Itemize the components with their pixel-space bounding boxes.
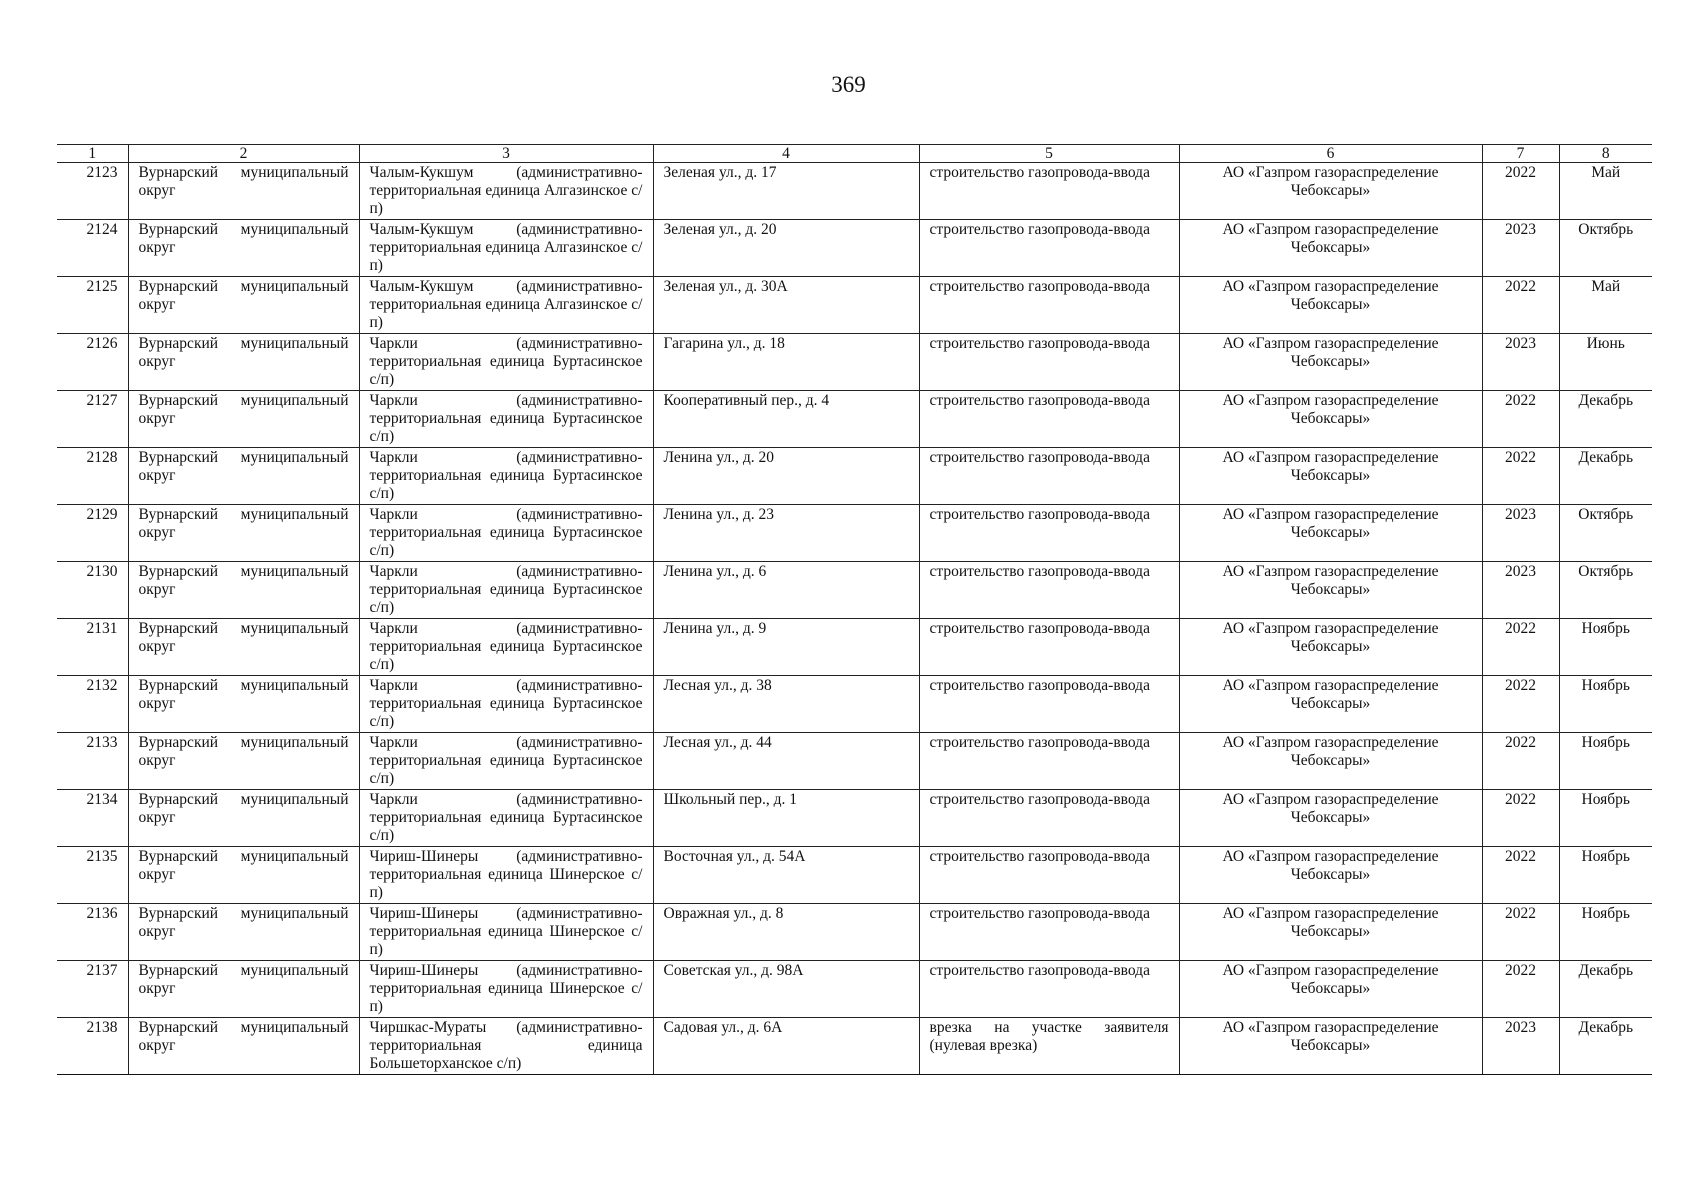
settlement-cell: Чаркли (административно-территориальная единица Буртасинское с/п) — [359, 391, 653, 448]
month-cell: Ноябрь — [1559, 790, 1652, 847]
address-cell: Лесная ул., д. 38 — [653, 676, 919, 733]
table-row — [57, 619, 1652, 676]
settlement-cell: Чаркли (административно-территориальная единица Буртасинское с/п) — [359, 448, 653, 505]
settlement-cell: Чаркли (административно-территориальная единица Буртасинское с/п) — [359, 733, 653, 790]
year-cell: 2023 — [1482, 505, 1559, 562]
district-cell: Вурнарский муниципальный округ — [128, 790, 359, 847]
table-row — [57, 562, 1652, 619]
settlement-cell: Чаркли (административно-территориальная единица Буртасинское с/п) — [359, 562, 653, 619]
address-cell: Лесная ул., д. 44 — [653, 733, 919, 790]
settlement-cell: Чириш-Шинеры (административно-территориальная единица Шинерское с/п) — [359, 904, 653, 961]
work-type-cell: строительство газопровода-ввода — [919, 619, 1179, 676]
month-cell: Октябрь — [1559, 562, 1652, 619]
address-cell: Гагарина ул., д. 18 — [653, 334, 919, 391]
year-cell: 2023 — [1482, 1018, 1559, 1075]
row-number: 2134 — [57, 790, 128, 847]
organization-cell: АО «Газпром газораспределение Чебоксары» — [1179, 904, 1482, 961]
address-cell: Зеленая ул., д. 17 — [653, 163, 919, 220]
organization-cell: АО «Газпром газораспределение Чебоксары» — [1179, 790, 1482, 847]
row-number: 2126 — [57, 334, 128, 391]
month-cell: Май — [1559, 277, 1652, 334]
table-row — [57, 676, 1652, 733]
table-row — [57, 277, 1652, 334]
month-cell: Май — [1559, 163, 1652, 220]
address-cell: Ленина ул., д. 20 — [653, 448, 919, 505]
address-cell: Садовая ул., д. 6А — [653, 1018, 919, 1075]
month-cell: Ноябрь — [1559, 904, 1652, 961]
row-number: 2128 — [57, 448, 128, 505]
district-cell: Вурнарский муниципальный округ — [128, 163, 359, 220]
work-type-cell: строительство газопровода-ввода — [919, 847, 1179, 904]
district-cell: Вурнарский муниципальный округ — [128, 619, 359, 676]
table-row — [57, 220, 1652, 277]
work-type-cell: врезка на участке заявителя (нулевая врезка) — [919, 1018, 1179, 1075]
settlement-cell: Чиршкас-Мураты (административно-территориальная единица Большеторханское с/п) — [359, 1018, 653, 1075]
address-cell: Восточная ул., д. 54А — [653, 847, 919, 904]
year-cell: 2022 — [1482, 847, 1559, 904]
organization-cell: АО «Газпром газораспределение Чебоксары» — [1179, 334, 1482, 391]
table-row — [57, 961, 1652, 1018]
row-number: 2127 — [57, 391, 128, 448]
organization-cell: АО «Газпром газораспределение Чебоксары» — [1179, 163, 1482, 220]
month-cell: Декабрь — [1559, 391, 1652, 448]
settlement-cell: Чаркли (административно-территориальная единица Буртасинское с/п) — [359, 676, 653, 733]
address-cell: Зеленая ул., д. 20 — [653, 220, 919, 277]
month-cell: Декабрь — [1559, 1018, 1652, 1075]
month-cell: Июнь — [1559, 334, 1652, 391]
table-row — [57, 847, 1652, 904]
table-row — [57, 733, 1652, 790]
address-cell: Ленина ул., д. 6 — [653, 562, 919, 619]
table-row — [57, 904, 1652, 961]
district-cell: Вурнарский муниципальный округ — [128, 448, 359, 505]
year-cell: 2022 — [1482, 163, 1559, 220]
table-row — [57, 448, 1652, 505]
settlement-cell: Чалым-Кукшум (административно-территориальная единица Алгазинское с/п) — [359, 163, 653, 220]
month-cell: Ноябрь — [1559, 733, 1652, 790]
district-cell: Вурнарский муниципальный округ — [128, 904, 359, 961]
column-header: 5 — [919, 145, 1179, 163]
district-cell: Вурнарский муниципальный округ — [128, 1018, 359, 1075]
table-row — [57, 163, 1652, 220]
year-cell: 2022 — [1482, 961, 1559, 1018]
month-cell: Октябрь — [1559, 505, 1652, 562]
district-cell: Вурнарский муниципальный округ — [128, 505, 359, 562]
district-cell: Вурнарский муниципальный округ — [128, 733, 359, 790]
row-number: 2131 — [57, 619, 128, 676]
table-body — [57, 163, 1652, 1075]
row-number: 2138 — [57, 1018, 128, 1075]
work-type-cell: строительство газопровода-ввода — [919, 961, 1179, 1018]
row-number: 2130 — [57, 562, 128, 619]
district-cell: Вурнарский муниципальный округ — [128, 391, 359, 448]
row-number: 2135 — [57, 847, 128, 904]
address-cell: Кооперативный пер., д. 4 — [653, 391, 919, 448]
address-cell: Ленина ул., д. 23 — [653, 505, 919, 562]
year-cell: 2023 — [1482, 220, 1559, 277]
district-cell: Вурнарский муниципальный округ — [128, 562, 359, 619]
settlement-cell: Чаркли (административно-территориальная единица Буртасинское с/п) — [359, 334, 653, 391]
address-cell: Ленина ул., д. 9 — [653, 619, 919, 676]
row-number: 2129 — [57, 505, 128, 562]
table-row — [57, 790, 1652, 847]
settlement-cell: Чаркли (административно-территориальная единица Буртасинское с/п) — [359, 619, 653, 676]
table-row — [57, 1018, 1652, 1075]
organization-cell: АО «Газпром газораспределение Чебоксары» — [1179, 220, 1482, 277]
month-cell: Ноябрь — [1559, 619, 1652, 676]
settlement-cell: Чаркли (административно-территориальная единица Буртасинское с/п) — [359, 790, 653, 847]
organization-cell: АО «Газпром газораспределение Чебоксары» — [1179, 961, 1482, 1018]
column-header: 1 — [57, 145, 128, 163]
column-header: 4 — [653, 145, 919, 163]
year-cell: 2022 — [1482, 790, 1559, 847]
work-type-cell: строительство газопровода-ввода — [919, 676, 1179, 733]
organization-cell: АО «Газпром газораспределение Чебоксары» — [1179, 619, 1482, 676]
address-cell: Советская ул., д. 98А — [653, 961, 919, 1018]
work-type-cell: строительство газопровода-ввода — [919, 163, 1179, 220]
work-type-cell: строительство газопровода-ввода — [919, 391, 1179, 448]
month-cell: Ноябрь — [1559, 676, 1652, 733]
year-cell: 2022 — [1482, 733, 1559, 790]
settlement-cell: Чаркли (административно-территориальная единица Буртасинское с/п) — [359, 505, 653, 562]
column-header: 2 — [128, 145, 359, 163]
year-cell: 2022 — [1482, 448, 1559, 505]
organization-cell: АО «Газпром газораспределение Чебоксары» — [1179, 1018, 1482, 1075]
page-number: 369 — [831, 72, 866, 97]
organization-cell: АО «Газпром газораспределение Чебоксары» — [1179, 448, 1482, 505]
row-number: 2132 — [57, 676, 128, 733]
year-cell: 2022 — [1482, 277, 1559, 334]
organization-cell: АО «Газпром газораспределение Чебоксары» — [1179, 505, 1482, 562]
row-number: 2136 — [57, 904, 128, 961]
row-number: 2125 — [57, 277, 128, 334]
address-cell: Овражная ул., д. 8 — [653, 904, 919, 961]
year-cell: 2022 — [1482, 391, 1559, 448]
month-cell: Декабрь — [1559, 961, 1652, 1018]
settlement-cell: Чалым-Кукшум (административно-территориальная единица Алгазинское с/п) — [359, 220, 653, 277]
year-cell: 2022 — [1482, 676, 1559, 733]
organization-cell: АО «Газпром газораспределение Чебоксары» — [1179, 847, 1482, 904]
year-cell: 2023 — [1482, 334, 1559, 391]
table-row — [57, 391, 1652, 448]
table-row — [57, 334, 1652, 391]
row-number: 2124 — [57, 220, 128, 277]
district-cell: Вурнарский муниципальный округ — [128, 847, 359, 904]
work-type-cell: строительство газопровода-ввода — [919, 277, 1179, 334]
month-cell: Декабрь — [1559, 448, 1652, 505]
row-number: 2123 — [57, 163, 128, 220]
organization-cell: АО «Газпром газораспределение Чебоксары» — [1179, 562, 1482, 619]
gas-connection-table — [57, 144, 1652, 1075]
column-header: 3 — [359, 145, 653, 163]
settlement-cell: Чалым-Кукшум (административно-территориальная единица Алгазинское с/п) — [359, 277, 653, 334]
district-cell: Вурнарский муниципальный округ — [128, 334, 359, 391]
work-type-cell: строительство газопровода-ввода — [919, 733, 1179, 790]
month-cell: Октябрь — [1559, 220, 1652, 277]
organization-cell: АО «Газпром газораспределение Чебоксары» — [1179, 676, 1482, 733]
work-type-cell: строительство газопровода-ввода — [919, 904, 1179, 961]
organization-cell: АО «Газпром газораспределение Чебоксары» — [1179, 277, 1482, 334]
work-type-cell: строительство газопровода-ввода — [919, 562, 1179, 619]
row-number: 2133 — [57, 733, 128, 790]
settlement-cell: Чириш-Шинеры (административно-территориальная единица Шинерское с/п) — [359, 961, 653, 1018]
district-cell: Вурнарский муниципальный округ — [128, 220, 359, 277]
district-cell: Вурнарский муниципальный округ — [128, 277, 359, 334]
district-cell: Вурнарский муниципальный округ — [128, 961, 359, 1018]
year-cell: 2022 — [1482, 904, 1559, 961]
year-cell: 2023 — [1482, 562, 1559, 619]
column-header: 6 — [1179, 145, 1482, 163]
column-header: 7 — [1482, 145, 1559, 163]
month-cell: Ноябрь — [1559, 847, 1652, 904]
row-number: 2137 — [57, 961, 128, 1018]
district-cell: Вурнарский муниципальный округ — [128, 676, 359, 733]
work-type-cell: строительство газопровода-ввода — [919, 220, 1179, 277]
address-cell: Зеленая ул., д. 30А — [653, 277, 919, 334]
table-row — [57, 505, 1652, 562]
organization-cell: АО «Газпром газораспределение Чебоксары» — [1179, 733, 1482, 790]
settlement-cell: Чириш-Шинеры (административно-территориальная единица Шинерское с/п) — [359, 847, 653, 904]
address-cell: Школьный пер., д. 1 — [653, 790, 919, 847]
work-type-cell: строительство газопровода-ввода — [919, 505, 1179, 562]
work-type-cell: строительство газопровода-ввода — [919, 790, 1179, 847]
column-header: 8 — [1559, 145, 1652, 163]
table-header-row — [57, 145, 1652, 163]
year-cell: 2022 — [1482, 619, 1559, 676]
organization-cell: АО «Газпром газораспределение Чебоксары» — [1179, 391, 1482, 448]
work-type-cell: строительство газопровода-ввода — [919, 334, 1179, 391]
work-type-cell: строительство газопровода-ввода — [919, 448, 1179, 505]
